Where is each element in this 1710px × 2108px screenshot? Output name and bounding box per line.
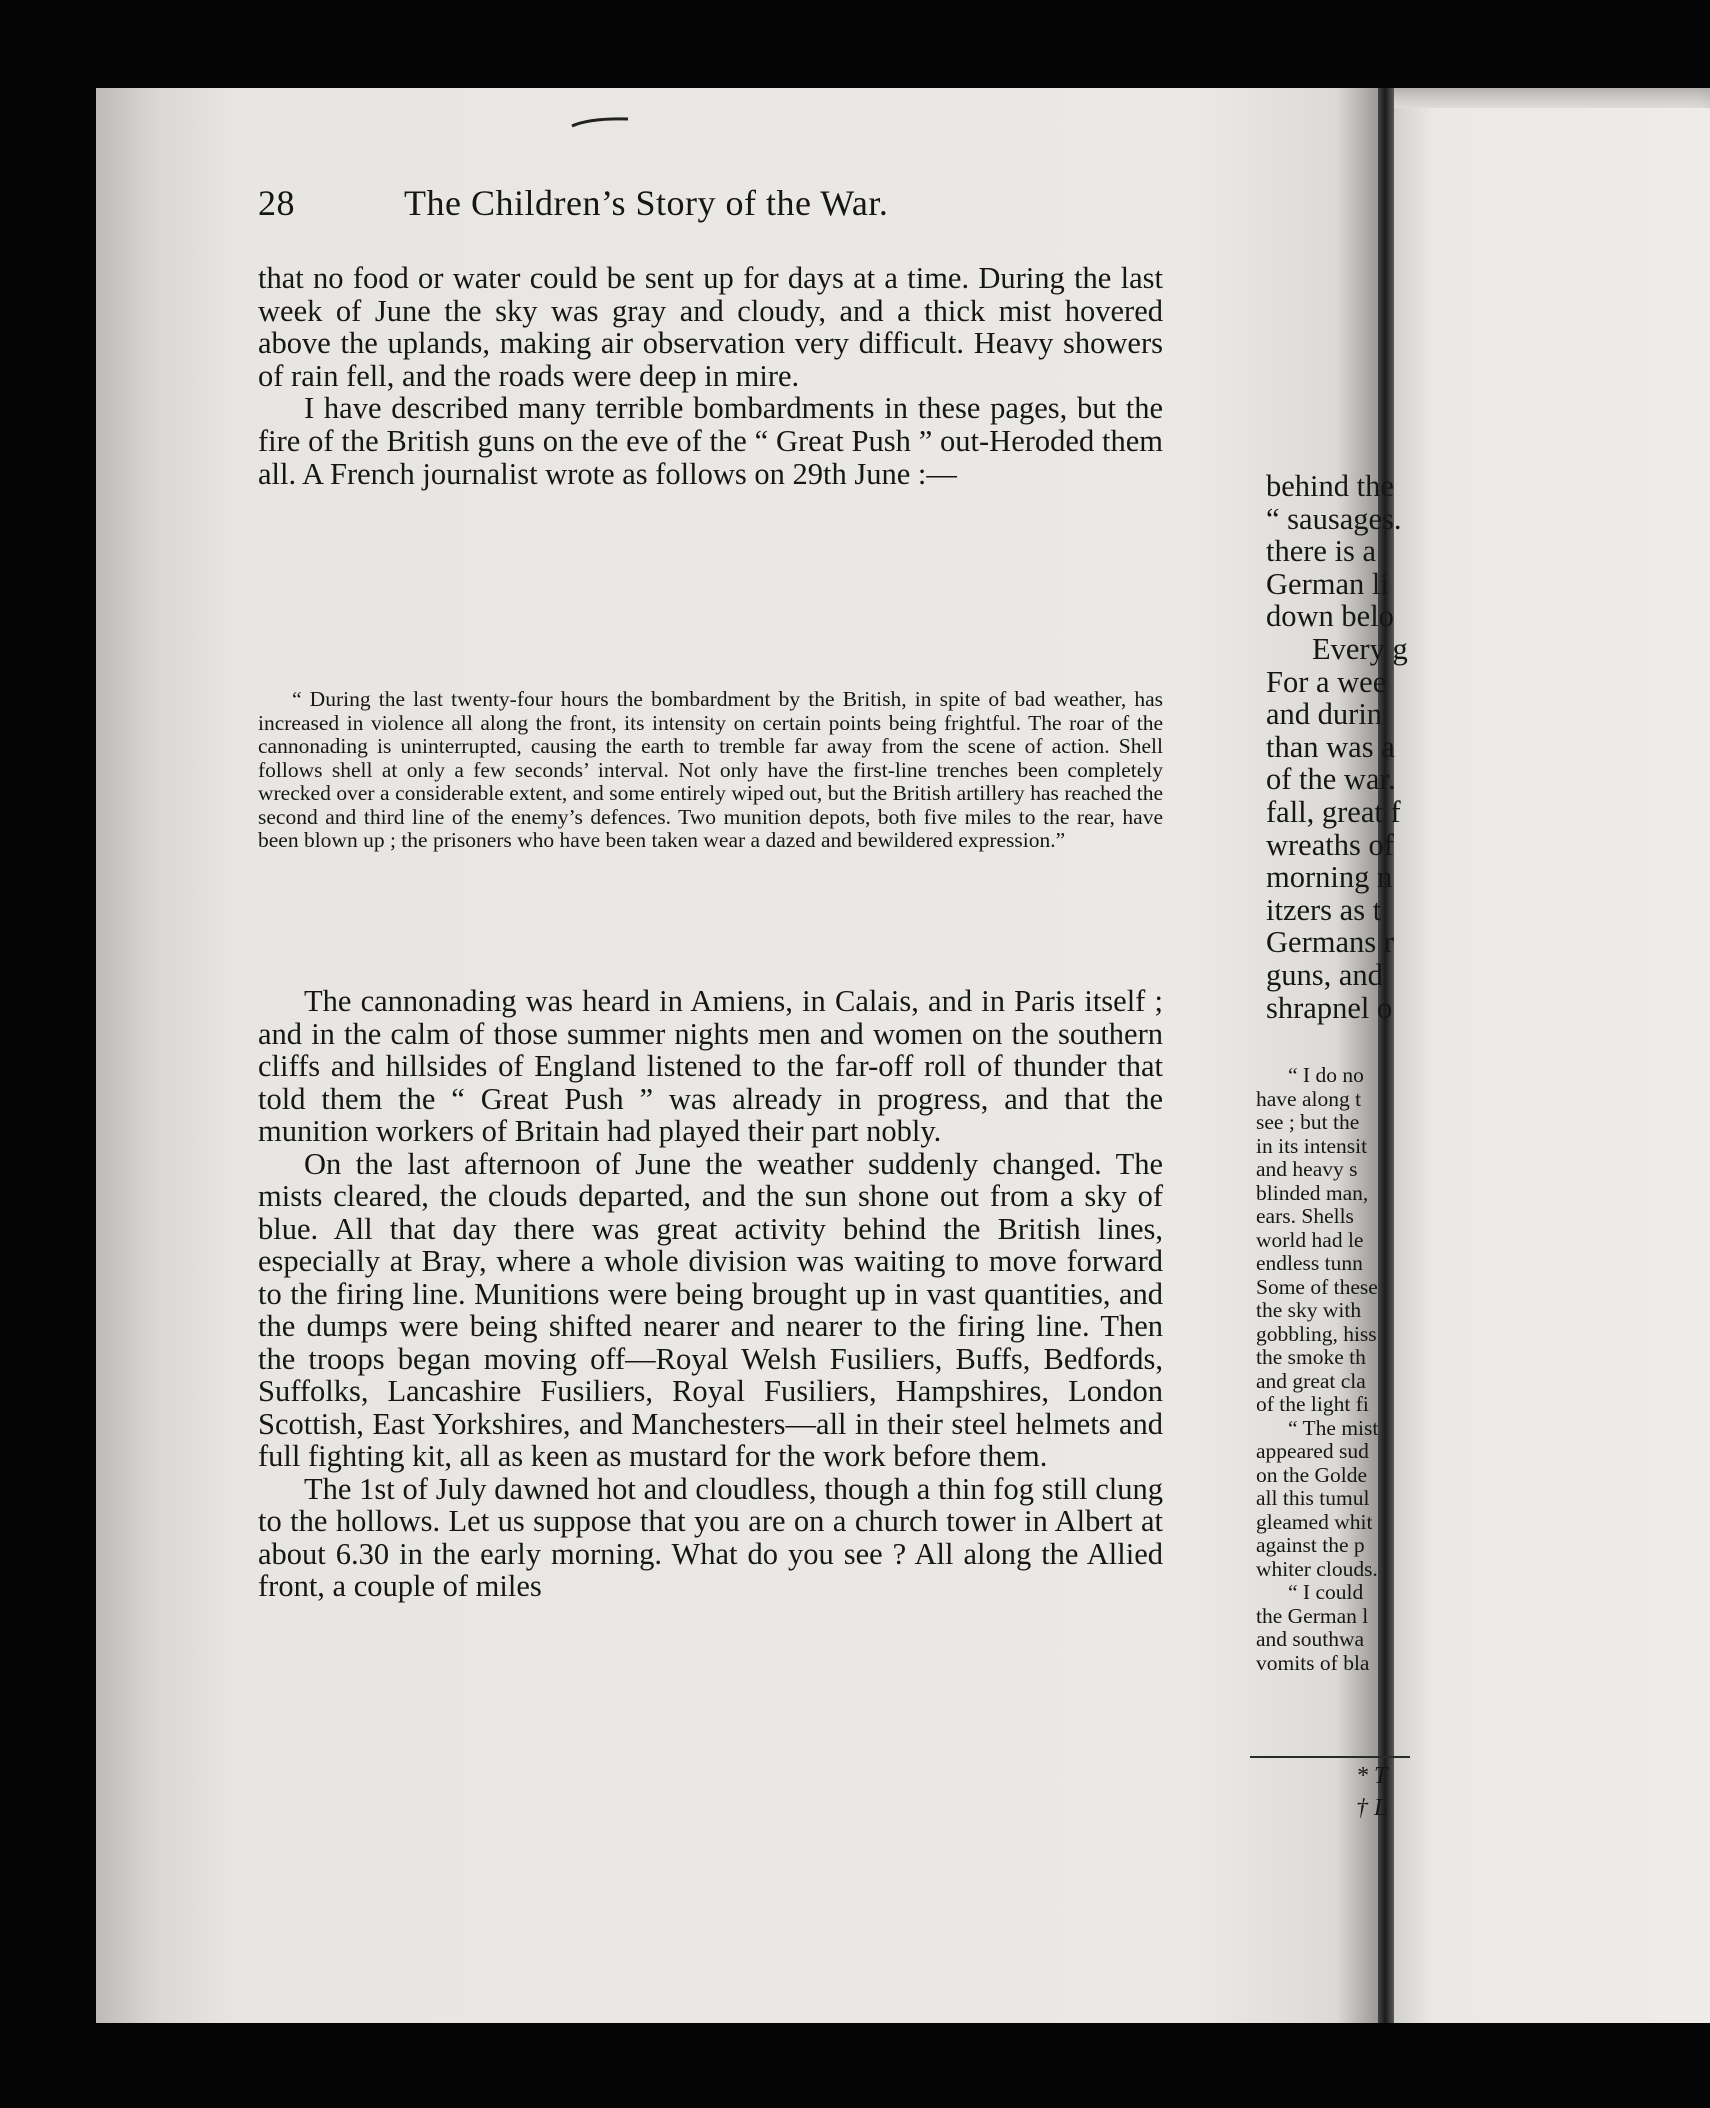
rp-quote-line: against the p bbox=[1256, 1533, 1365, 1557]
right-page-quote bbox=[1256, 1064, 1556, 1675]
rp-line: morning n bbox=[1266, 860, 1393, 895]
rp-line: and durin bbox=[1266, 697, 1383, 732]
rp-quote-line: all this tumul bbox=[1256, 1486, 1370, 1510]
rp-line: For a wee bbox=[1266, 664, 1387, 699]
rp-line: shrapnel o bbox=[1266, 990, 1393, 1025]
running-head bbox=[258, 182, 1238, 242]
rp-quote-line: ears. Shells bbox=[1256, 1204, 1354, 1228]
rp-line: itzers as t bbox=[1266, 892, 1382, 927]
rp-line: fall, great f bbox=[1266, 794, 1401, 829]
block-quote bbox=[258, 688, 1163, 853]
rp-quote-line: the German l bbox=[1256, 1603, 1369, 1628]
rp-line: wreaths of bbox=[1266, 827, 1394, 862]
rp-line: of the war. bbox=[1266, 762, 1396, 797]
rp-quote-line: the smoke th bbox=[1256, 1345, 1366, 1369]
footnote-rule bbox=[1250, 1756, 1410, 1758]
page-number: 28 bbox=[258, 183, 295, 223]
rp-quote-line: see ; but the bbox=[1256, 1110, 1360, 1134]
rp-quote-line: appeared sud bbox=[1256, 1439, 1369, 1463]
rp-quote-line: blinded man, bbox=[1256, 1180, 1369, 1205]
body-text-top bbox=[258, 262, 1163, 490]
rp-quote-line: on the Golde bbox=[1256, 1462, 1368, 1487]
rp-line: German li bbox=[1266, 566, 1389, 601]
footnote-mark: † L bbox=[1356, 1795, 1388, 1821]
rp-quote-line: Some of these bbox=[1256, 1274, 1378, 1299]
running-title: The Children’s Story of the War. bbox=[404, 183, 889, 223]
body-text-bottom bbox=[258, 985, 1163, 1603]
rp-quote-line: whiter clouds. bbox=[1256, 1556, 1378, 1581]
right-page bbox=[1256, 108, 1710, 2023]
rp-quote-line: endless tunn bbox=[1256, 1251, 1363, 1275]
rp-quote-line: have along t bbox=[1256, 1086, 1362, 1111]
rp-quote-line: and great cla bbox=[1256, 1368, 1366, 1393]
rp-quote-line: gobbling, hiss bbox=[1256, 1321, 1377, 1346]
rp-quote-line: “ The mist bbox=[1288, 1415, 1379, 1440]
rp-quote-line: in its intensit bbox=[1256, 1133, 1368, 1158]
right-page-body bbox=[1266, 470, 1566, 1024]
paragraph: The cannonading was heard in Amiens, in Calais, and in Paris itself ; and in the calm of those summer nights men and women on the southern cliffs and hillsides of England listened to the far-off roll of thunder that told them the “ Great Push ” was already in progress, and that the munition workers of Britain had played their part nobly. bbox=[258, 984, 1163, 1148]
rp-quote-line: and southwa bbox=[1256, 1627, 1365, 1651]
rp-quote-line: the sky with bbox=[1256, 1298, 1362, 1322]
pencil-mark bbox=[570, 116, 630, 128]
rp-quote-line: of the light fi bbox=[1256, 1392, 1369, 1416]
right-page-footnotes bbox=[1356, 1760, 1416, 1824]
rp-quote-line: “ I could bbox=[1288, 1580, 1364, 1604]
rp-line: “ sausages. bbox=[1266, 501, 1402, 536]
paragraph: I have described many terrible bombardments in these pages, but the fire of the British guns on the eve of the “ Great Push ” out-Heroded them all. A French journalist wrote as follows on 29th June :— bbox=[258, 391, 1163, 491]
rp-quote-line: gleamed whit bbox=[1256, 1509, 1373, 1534]
paragraph: that no food or water could be sent up for days at a time. During the last week of June the sky was gray and cloudy, and a thick mist hovered above the uplands, making air observation very difficult. Heavy showers of rain fell, and the roads were deep in mire. bbox=[258, 261, 1163, 393]
rp-quote-line: “ I do no bbox=[1288, 1063, 1364, 1087]
rp-line: Every g bbox=[1312, 631, 1408, 666]
book-gutter bbox=[1378, 88, 1394, 2023]
rp-line: Germans r bbox=[1266, 925, 1394, 960]
quote-paragraph: “ During the last twenty-four hours the bombardment by the British, in spite of bad weather, has increased in violence all along the front, its intensity on certain points being frightful. The roar of the cannonading is uninterrupted, causing the earth to tremble far away from the scene of action. Shell follows shell at only a few seconds’ interval. Not only have the first-line trenches been completely wrecked over a considerable extent, and some entirely wiped out, but the British artillery has reached the second and third line of the enemy’s defences. Two munition depots, both five miles to the rear, have been blown up ; the prisoners who have been taken wear a dazed and bewildered expression.” bbox=[258, 687, 1163, 852]
rp-line: behind the bbox=[1266, 469, 1394, 503]
rp-quote-line: world had le bbox=[1256, 1227, 1364, 1252]
rp-line: than was a bbox=[1266, 729, 1395, 764]
paragraph: The 1st of July dawned hot and cloudless, though a thin fog still clung to the hollows. Let us suppose that you are on a church tower in Albert at about 6.30 in the early morning. What do you see ? All along the Allied front, a couple of miles bbox=[258, 1471, 1163, 1603]
rp-line: there is a bbox=[1266, 534, 1377, 569]
rp-quote-line: vomits of bla bbox=[1256, 1650, 1370, 1675]
rp-line: guns, and bbox=[1266, 957, 1383, 992]
paragraph: On the last afternoon of June the weather suddenly changed. The mists cleared, the clouds departed, and the sun shone out from a sky of blue. All that day there was great activity behind the British lines, especially at Bray, where a whole division was waiting to move forward to the firing line. Munitions were being brought up in vast quantities, and the dumps were being shifted nearer and nearer to the firing line. Then the troops began moving off—Royal Welsh Fusiliers, Buffs, Bedfords, Suffolks, Lancashire Fusiliers, Royal Fusiliers, Hampshires, London Scottish, East Yorkshires, and Manchesters—all in their steel helmets and full fighting kit, all as keen as mustard for the work before them. bbox=[258, 1146, 1163, 1473]
rp-line: down belo bbox=[1266, 599, 1394, 634]
rp-quote-line: and heavy s bbox=[1256, 1157, 1358, 1181]
footnote-mark: * T bbox=[1356, 1763, 1388, 1789]
